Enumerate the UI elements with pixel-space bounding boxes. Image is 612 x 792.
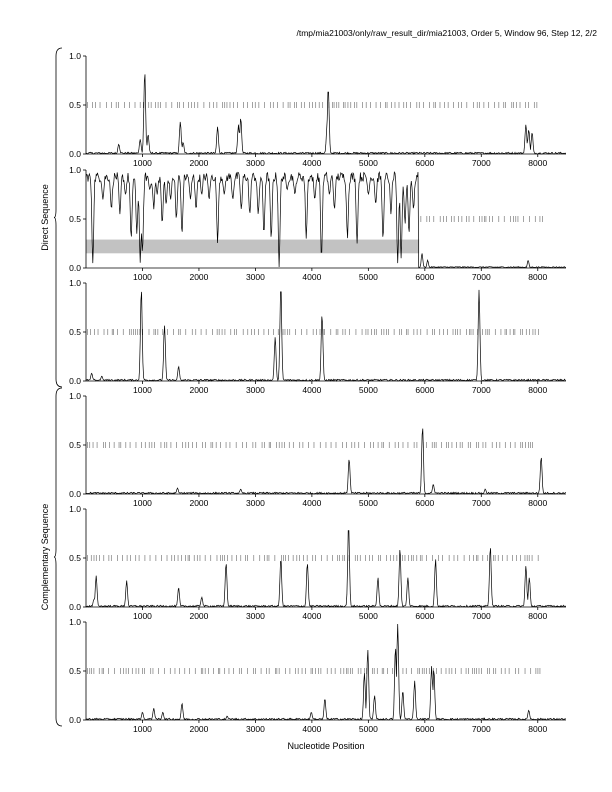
x-tick-label: 8000 (528, 158, 548, 168)
tick-row (88, 555, 538, 561)
x-tick-label: 7000 (471, 272, 491, 282)
x-tick-label: 3000 (245, 158, 265, 168)
x-tick-label: 3000 (245, 498, 265, 508)
y-tick-label: 1.0 (69, 278, 81, 288)
x-tick-label: 3000 (245, 272, 265, 282)
x-tick-label: 6000 (415, 272, 435, 282)
x-tick-label: 5000 (358, 385, 378, 395)
x-tick-label: 6000 (415, 724, 435, 734)
signal-line (86, 624, 566, 720)
group-bracket (54, 388, 62, 726)
x-tick-label: 6000 (415, 385, 435, 395)
y-tick-label: 1.0 (69, 165, 81, 175)
x-tick-label: 3000 (245, 385, 265, 395)
x-tick-label: 4000 (302, 272, 322, 282)
y-tick-label: 0.0 (69, 376, 81, 386)
x-tick-label: 4000 (302, 158, 322, 168)
x-tick-label: 1000 (133, 272, 152, 282)
y-tick-label: 1.0 (69, 51, 81, 61)
x-tick-label: 1000 (133, 385, 152, 395)
y-tick-label: 0.5 (69, 100, 81, 110)
y-tick-label: 1.0 (69, 617, 81, 627)
x-tick-label: 7000 (471, 724, 491, 734)
x-tick-label: 8000 (528, 724, 548, 734)
x-tick-label: 2000 (189, 611, 209, 621)
panel-direct-frame-3 (69, 278, 566, 395)
x-tick-label: 8000 (528, 385, 548, 395)
x-tick-label: 7000 (471, 385, 491, 395)
x-tick-label: 8000 (528, 272, 548, 282)
signal-line (86, 290, 566, 381)
y-tick-label: 0.0 (69, 489, 81, 499)
y-tick-label: 0.5 (69, 440, 81, 450)
x-tick-label: 3000 (245, 724, 265, 734)
y-tick-label: 0.0 (69, 149, 81, 159)
x-tick-label: 2000 (189, 498, 209, 508)
tick-row (88, 102, 537, 108)
x-tick-label: 5000 (358, 158, 378, 168)
x-tick-label: 4000 (302, 724, 322, 734)
x-tick-label: 5000 (358, 272, 378, 282)
x-tick-label: 6000 (415, 498, 435, 508)
x-tick-label: 5000 (358, 498, 378, 508)
y-tick-label: 1.0 (69, 391, 81, 401)
y-tick-label: 0.0 (69, 602, 81, 612)
x-tick-label: 4000 (302, 611, 322, 621)
y-tick-label: 0.5 (69, 553, 81, 563)
y-tick-label: 0.0 (69, 263, 81, 273)
group-label: Direct Sequence (40, 184, 50, 251)
x-tick-label: 4000 (302, 385, 322, 395)
x-tick-label: 2000 (189, 272, 209, 282)
x-tick-label: 2000 (189, 724, 209, 734)
y-tick-label: 0.5 (69, 327, 81, 337)
tick-row (88, 329, 539, 335)
y-tick-label: 1.0 (69, 504, 81, 514)
panel-direct-frame-2 (69, 165, 566, 282)
signal-line (86, 531, 566, 607)
x-tick-label: 7000 (471, 498, 491, 508)
x-tick-label: 6000 (415, 611, 435, 621)
x-tick-label: 1000 (133, 158, 152, 168)
tick-row (421, 216, 543, 222)
signal-line (86, 74, 566, 154)
group-label: Complementary Sequence (40, 503, 50, 611)
panel-complementary-frame-3 (69, 617, 566, 734)
panel-complementary-frame-1 (69, 391, 566, 508)
x-tick-label: 2000 (189, 158, 209, 168)
x-tick-label: 1000 (133, 611, 152, 621)
x-axis-title: Nucleotide Position (287, 741, 365, 751)
x-tick-label: 5000 (358, 724, 378, 734)
x-tick-label: 6000 (415, 158, 435, 168)
panel-complementary-frame-2 (69, 504, 566, 621)
x-tick-label: 7000 (471, 158, 491, 168)
panel-direct-frame-1 (69, 51, 566, 168)
y-tick-label: 0.5 (69, 214, 81, 224)
y-tick-label: 0.5 (69, 666, 81, 676)
panels-container (69, 51, 566, 734)
x-tick-label: 1000 (133, 724, 152, 734)
tick-row (88, 668, 540, 674)
x-tick-label: 1000 (133, 498, 152, 508)
shaded-band (86, 240, 419, 254)
group-brackets (40, 48, 62, 726)
x-tick-label: 8000 (528, 611, 548, 621)
x-tick-label: 5000 (358, 611, 378, 621)
y-tick-label: 0.0 (69, 715, 81, 725)
group-bracket (54, 48, 62, 387)
x-tick-label: 4000 (302, 498, 322, 508)
x-tick-label: 8000 (528, 498, 548, 508)
x-tick-label: 7000 (471, 611, 491, 621)
signal-line (86, 429, 566, 494)
tick-row (88, 442, 533, 448)
x-tick-label: 3000 (245, 611, 265, 621)
x-tick-label: 2000 (189, 385, 209, 395)
figure-header: /tmp/mia21003/only/raw_result_dir/mia21003, Order 5, Window 96, Step 12, 2/2 (296, 28, 597, 38)
